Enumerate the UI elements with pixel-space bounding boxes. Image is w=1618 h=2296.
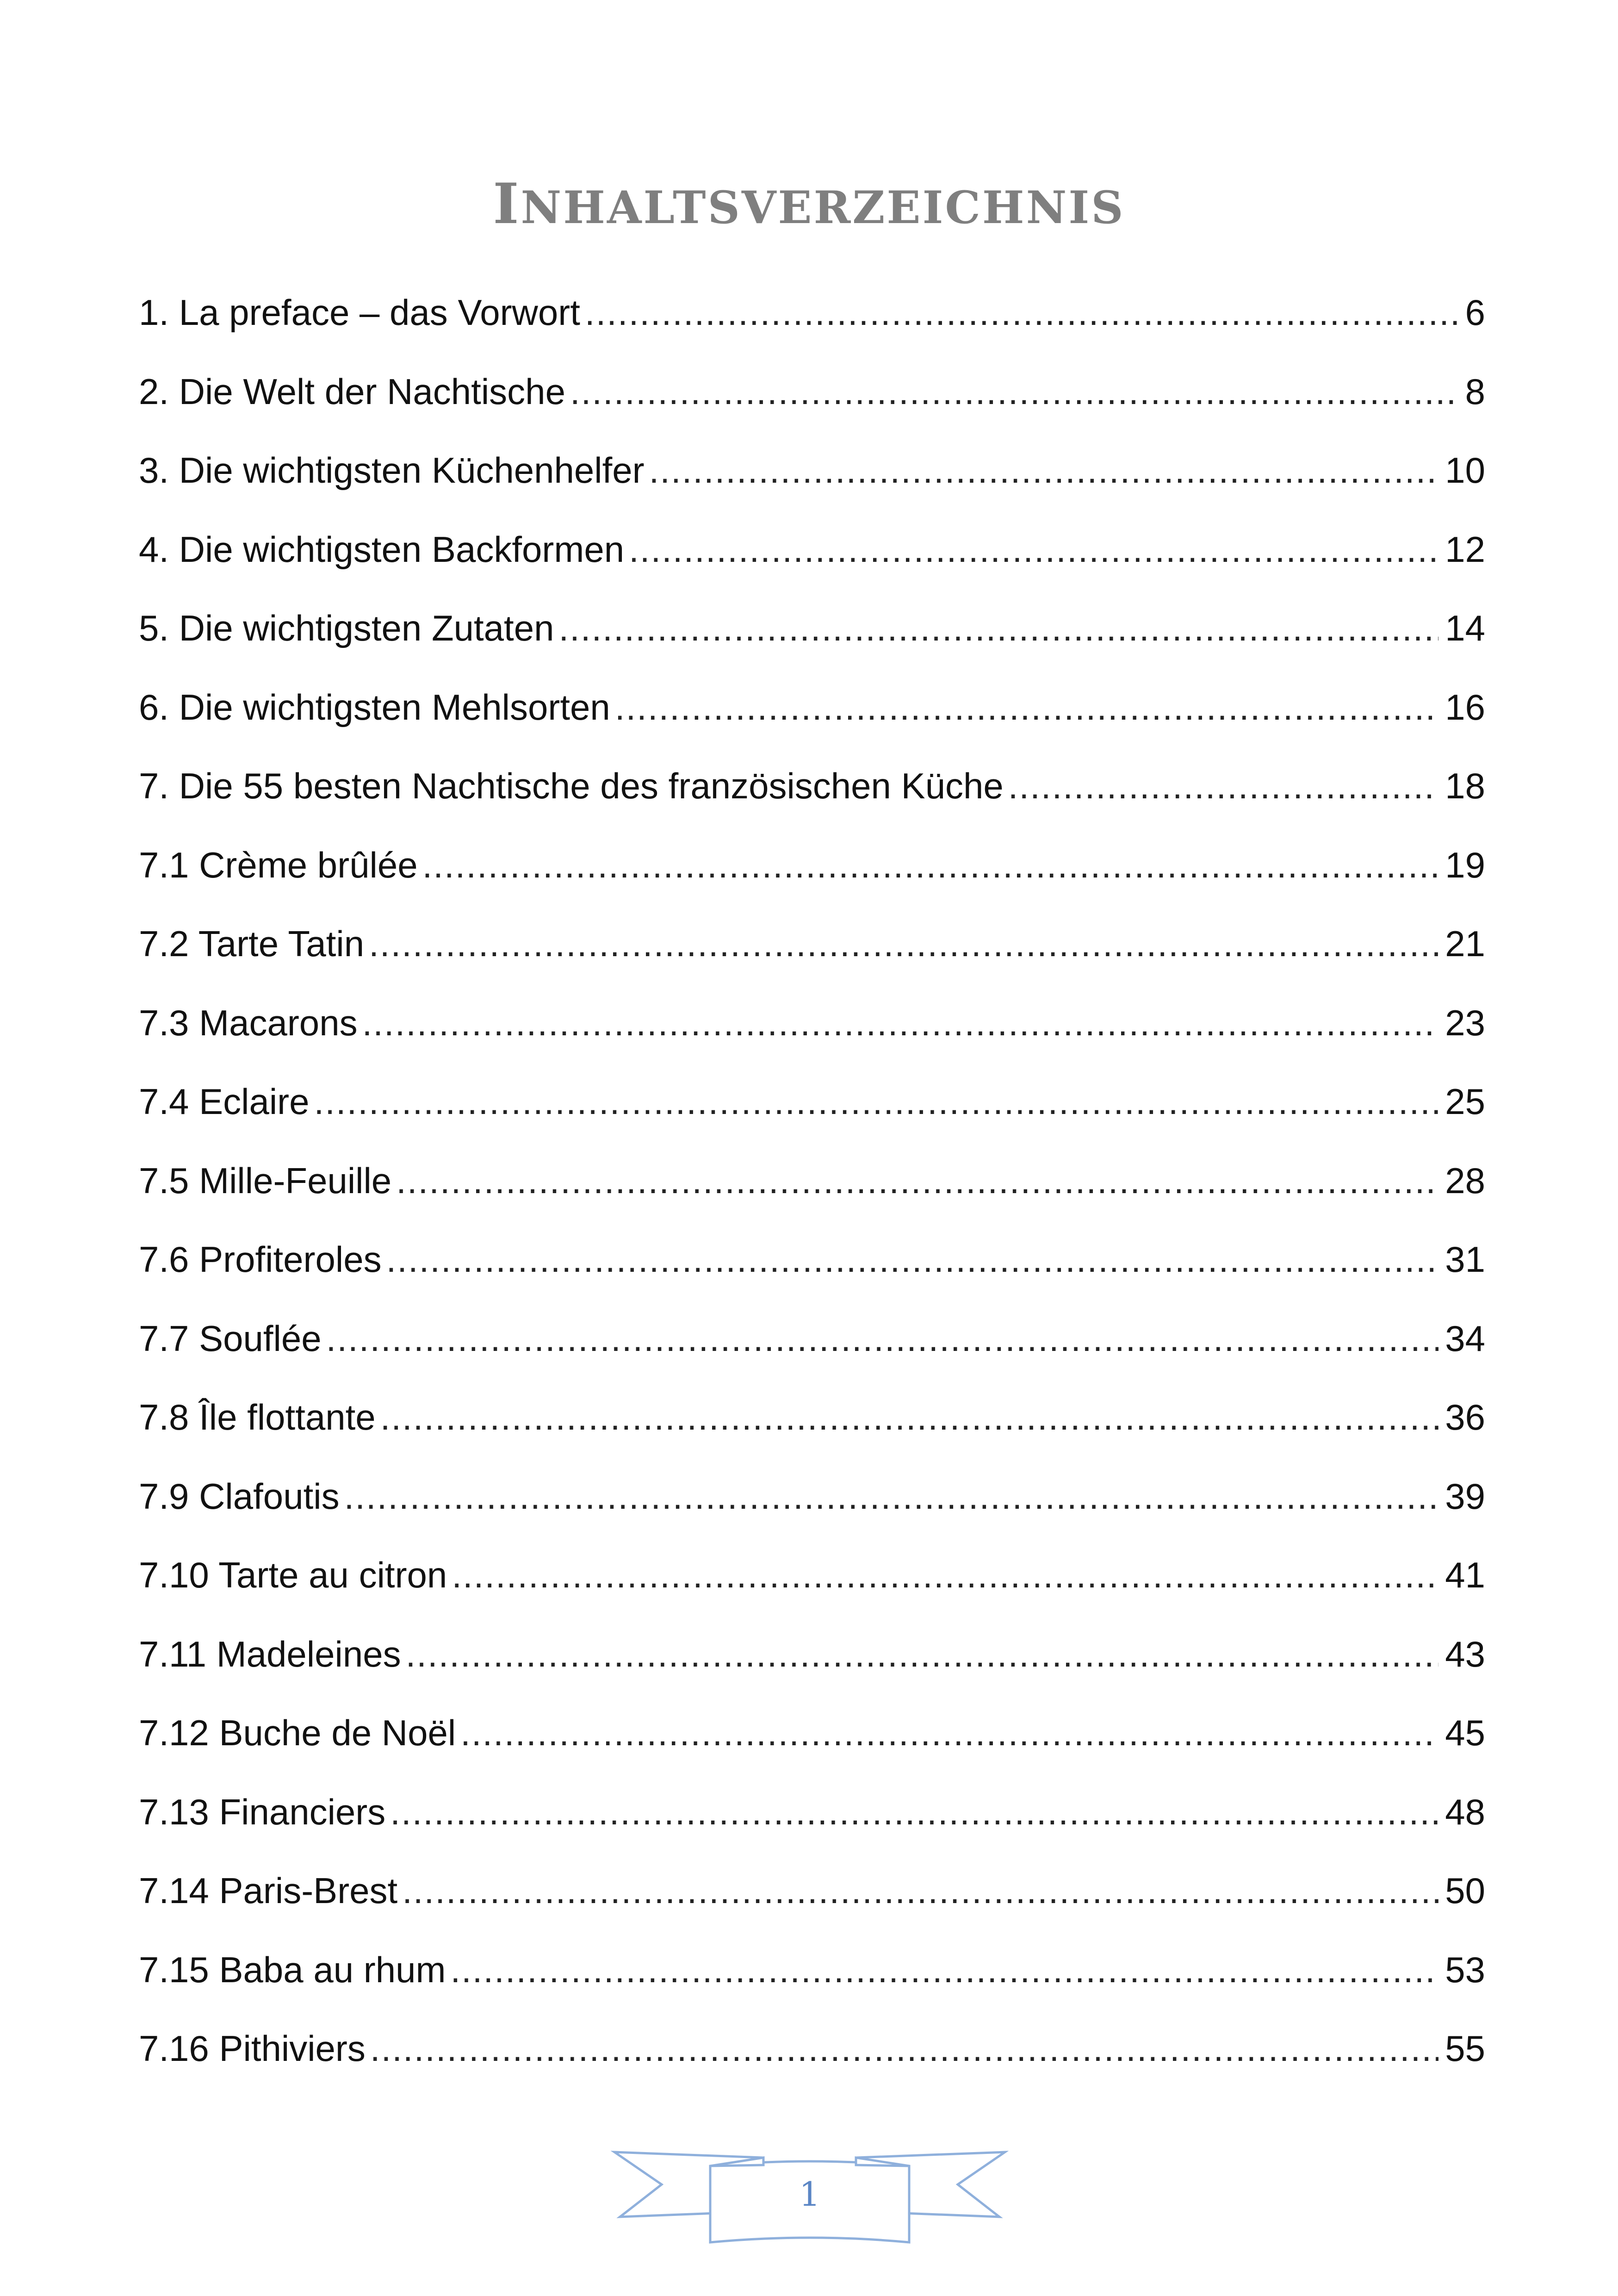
toc-dot-leader	[344, 1473, 1439, 1519]
toc-entry-label: 6. Die wichtigsten Mehlsorten	[139, 686, 610, 728]
toc-dot-leader	[460, 1710, 1438, 1756]
toc-entry-page-number: 10	[1445, 450, 1485, 491]
toc-entry[interactable]	[139, 763, 1485, 842]
toc-dot-leader	[390, 1789, 1438, 1835]
toc-dot-leader	[406, 1631, 1439, 1677]
toc-entry[interactable]	[139, 447, 1485, 526]
toc-entry-label: 7.3 Macarons	[139, 1002, 358, 1043]
toc-entry-page-number: 53	[1445, 1949, 1485, 1990]
toc-entry[interactable]	[139, 1552, 1485, 1631]
toc-dot-leader	[1008, 763, 1438, 809]
toc-entry[interactable]	[139, 1473, 1485, 1552]
toc-dot-leader	[402, 1867, 1438, 1914]
toc-entry[interactable]	[139, 1078, 1485, 1157]
toc-dot-leader	[396, 1157, 1438, 1204]
table-of-contents	[139, 289, 1485, 2104]
toc-entry[interactable]	[139, 1789, 1485, 1868]
toc-entry-label: 7.4 Eclaire	[139, 1081, 310, 1122]
toc-entry-label: 3. Die wichtigsten Küchenhelfer	[139, 450, 645, 491]
toc-entry-label: 7.16 Pithiviers	[139, 2028, 366, 2069]
toc-entry-page-number: 39	[1445, 1475, 1485, 1517]
toc-entry-page-number: 48	[1445, 1791, 1485, 1832]
toc-entry-page-number: 34	[1445, 1318, 1485, 1359]
toc-entry[interactable]	[139, 289, 1485, 368]
toc-entry-page-number: 12	[1445, 529, 1485, 570]
title-first-letter: I	[493, 171, 521, 237]
toc-entry[interactable]	[139, 1000, 1485, 1079]
toc-dot-leader	[450, 1947, 1438, 1993]
toc-entry[interactable]	[139, 2025, 1485, 2104]
toc-entry-page-number: 36	[1445, 1397, 1485, 1437]
toc-entry[interactable]	[139, 921, 1485, 1000]
toc-entry-label: 7.12 Buche de Noël	[139, 1712, 456, 1753]
toc-entry[interactable]	[139, 684, 1485, 763]
toc-entry-page-number: 28	[1445, 1160, 1485, 1201]
toc-entry-page-number: 25	[1445, 1081, 1485, 1122]
page-title	[0, 171, 1618, 237]
toc-entry-page-number: 23	[1445, 1002, 1485, 1043]
page-number: 1	[799, 2175, 820, 2214]
toc-entry-label: 7.14 Paris-Brest	[139, 1870, 398, 1911]
toc-dot-leader	[326, 1315, 1439, 1362]
toc-entry-page-number: 6	[1465, 292, 1485, 333]
toc-entry-page-number: 31	[1445, 1239, 1485, 1280]
toc-entry-label: 7.5 Mille-Feuille	[139, 1160, 392, 1201]
toc-entry-label: 7.15 Baba au rhum	[139, 1949, 446, 1990]
toc-entry[interactable]	[139, 1394, 1485, 1473]
toc-entry-page-number: 18	[1445, 765, 1485, 806]
toc-entry-label: 1. La preface – das Vorwort	[139, 292, 580, 333]
toc-entry-label: 7.9 Clafoutis	[139, 1475, 340, 1517]
toc-entry-label: 7.2 Tarte Tatin	[139, 923, 365, 964]
toc-entry[interactable]	[139, 842, 1485, 921]
toc-dot-leader	[369, 921, 1438, 967]
toc-dot-leader	[585, 289, 1459, 336]
toc-entry-page-number: 43	[1445, 1633, 1485, 1674]
toc-dot-leader	[314, 1078, 1439, 1125]
toc-dot-leader	[370, 2025, 1438, 2072]
toc-entry-label: 7.1 Crème brûlée	[139, 844, 418, 885]
toc-entry[interactable]	[139, 526, 1485, 605]
toc-entry[interactable]	[139, 1867, 1485, 1947]
toc-entry-page-number: 55	[1445, 2028, 1485, 2069]
toc-entry[interactable]	[139, 605, 1485, 684]
toc-entry-page-number: 16	[1445, 686, 1485, 728]
toc-entry[interactable]	[139, 1315, 1485, 1394]
toc-dot-leader	[629, 526, 1438, 572]
toc-entry-label: 7.13 Financiers	[139, 1791, 386, 1832]
toc-dot-leader	[362, 1000, 1439, 1046]
toc-entry[interactable]	[139, 1631, 1485, 1710]
toc-dot-leader	[649, 447, 1439, 493]
toc-entry-label: 2. Die Welt der Nachtische	[139, 371, 565, 412]
toc-entry-page-number: 21	[1445, 923, 1485, 964]
toc-entry-page-number: 50	[1445, 1870, 1485, 1911]
toc-entry-label: 5. Die wichtigsten Zutaten	[139, 608, 554, 648]
toc-entry-page-number: 8	[1465, 371, 1485, 412]
toc-dot-leader	[570, 368, 1459, 415]
toc-entry[interactable]	[139, 1947, 1485, 2026]
toc-entry-page-number: 14	[1445, 608, 1485, 648]
toc-entry-label: 7.7 Souflée	[139, 1318, 322, 1359]
toc-dot-leader	[386, 1236, 1439, 1282]
toc-entry-label: 4. Die wichtigsten Backformen	[139, 529, 625, 570]
toc-entry-page-number: 41	[1445, 1555, 1485, 1595]
toc-dot-leader	[452, 1552, 1438, 1598]
toc-entry[interactable]	[139, 1710, 1485, 1789]
toc-entry-label: 7.8 Île flottante	[139, 1397, 376, 1437]
title-rest: NHALTSVERZEICHNIS	[521, 181, 1125, 234]
toc-entry[interactable]	[139, 1157, 1485, 1237]
toc-entry-page-number: 45	[1445, 1712, 1485, 1753]
toc-entry-label: 7.6 Profiteroles	[139, 1239, 382, 1280]
toc-entry-label: 7. Die 55 besten Nachtische des französischen Küche	[139, 765, 1004, 806]
toc-dot-leader	[558, 605, 1438, 651]
toc-dot-leader	[615, 684, 1438, 730]
toc-dot-leader	[422, 842, 1439, 888]
toc-entry-label: 7.10 Tarte au citron	[139, 1555, 447, 1595]
toc-entry[interactable]	[139, 368, 1485, 448]
toc-dot-leader	[380, 1394, 1439, 1440]
toc-entry-page-number: 19	[1445, 844, 1485, 885]
toc-entry[interactable]	[139, 1236, 1485, 1315]
toc-entry-label: 7.11 Madeleines	[139, 1633, 401, 1674]
